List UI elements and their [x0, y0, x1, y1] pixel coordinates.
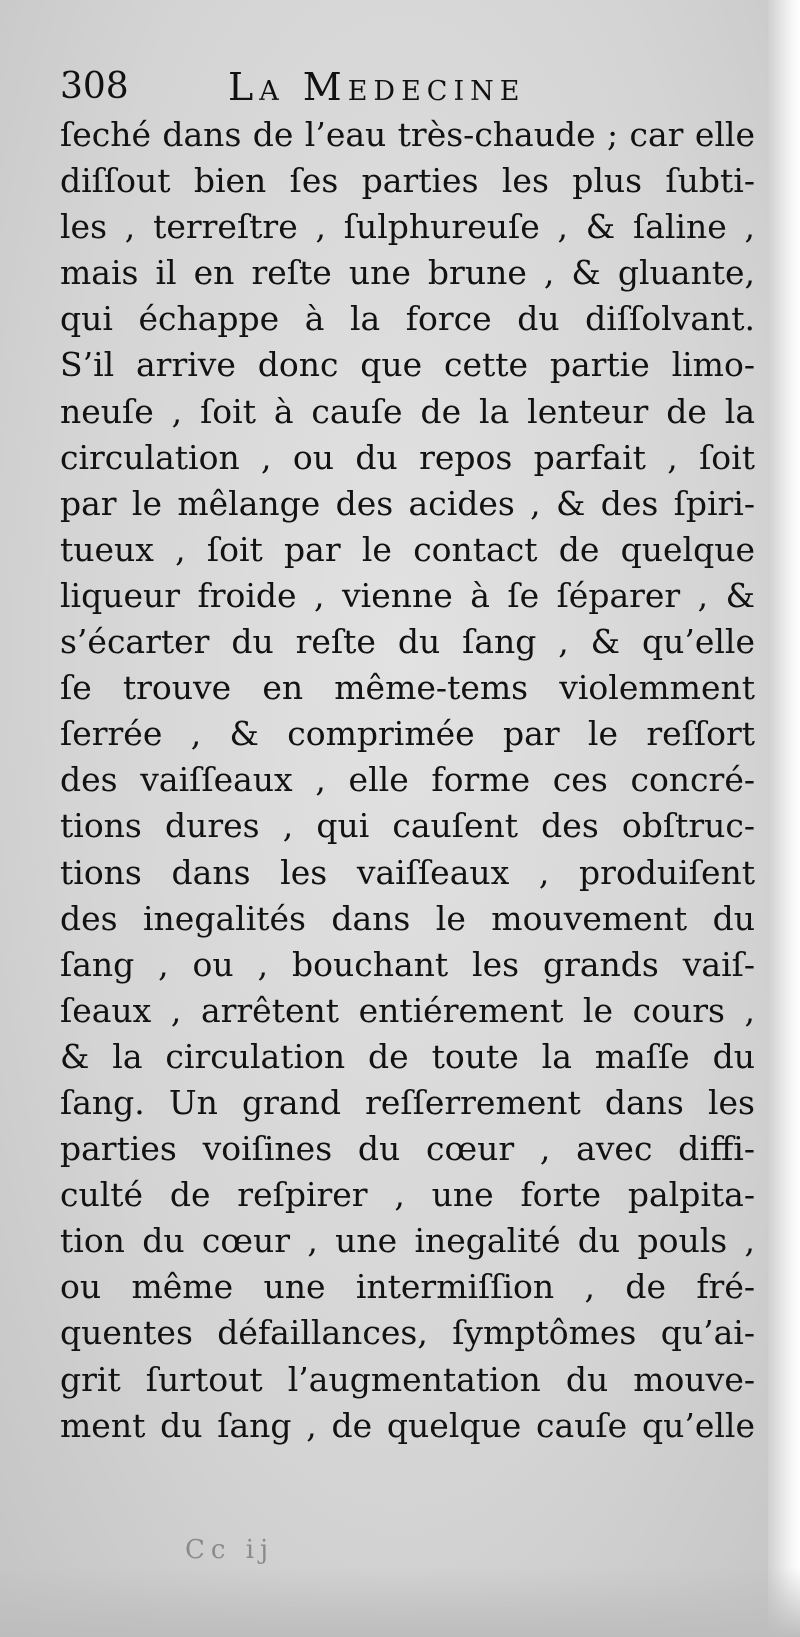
- text-line: qui échappe à la force du diſſolvant.: [60, 299, 755, 339]
- text-line: ment du ſang , de quelque cauſe qu’elle: [60, 1405, 755, 1445]
- text-line: par le mêlange des acides , & des ſpiri-: [60, 483, 755, 523]
- text-line: tueux , ſoit par le contact de quelque: [60, 529, 755, 569]
- text-line: ſerrée , & comprimée par le reſſort: [60, 714, 755, 754]
- body-text: [60, 112, 755, 1449]
- text-line: s’écarter du reſte du ſang , & qu’elle: [60, 622, 755, 662]
- signature-mark: Cc ij: [185, 1535, 275, 1565]
- text-line: ſe trouve en même-tems violemment: [60, 668, 755, 708]
- text-line: diſſout bien ſes parties les plus ſubti-: [60, 161, 755, 201]
- text-line: tion du cœur , une inegalité du pouls ,: [60, 1221, 755, 1261]
- text-line: liqueur froide , vienne à ſe ſéparer , &: [60, 575, 755, 615]
- page-number: 308: [60, 66, 129, 107]
- text-line: des vaiſſeaux , elle forme ces concré-: [60, 760, 755, 800]
- text-line: ſang , ou , bouchant les grands vaiſ-: [60, 944, 755, 984]
- text-line: ſeaux , arrêtent entiérement le cours ,: [60, 990, 755, 1030]
- text-line: des inegalités dans le mouvement du: [60, 898, 755, 938]
- page-bottom-shadow: [0, 1567, 800, 1637]
- text-line: ſeché dans de l’eau très-chaude ; car elle: [60, 115, 755, 154]
- text-line: ou même une intermiſſion , de fré-: [60, 1267, 755, 1307]
- page-header: [60, 62, 750, 112]
- text-line: culté de reſpirer , une forte palpita-: [60, 1175, 755, 1215]
- text-line: circulation , ou du repos parfait , ſoit: [60, 437, 755, 477]
- text-line: quentes défaillances, ſymptômes qu’ai-: [60, 1313, 755, 1353]
- running-title: La Medecine: [228, 65, 526, 109]
- text-line: les , terreſtre , ſulphureuſe , & ſaline ,: [60, 207, 755, 247]
- text-line: & la circulation de toute la maſſe du: [60, 1036, 755, 1076]
- text-line: neuſe , ſoit à cauſe de la lenteur de la: [60, 391, 755, 431]
- text-line: parties voiſines du cœur , avec diffi-: [60, 1129, 755, 1169]
- text-line: ſang. Un grand reſſerrement dans les: [60, 1082, 755, 1122]
- page-edge-shadow: [768, 0, 800, 1637]
- text-line: mais il en reſte une brune , & gluante,: [60, 253, 755, 293]
- text-line: tions dures , qui cauſent des obſtruc-: [60, 806, 755, 846]
- text-line: S’il arrive donc que cette partie limo-: [60, 345, 755, 385]
- text-line: tions dans les vaiſſeaux , produiſent: [60, 852, 755, 892]
- text-line: grit ſurtout l’augmentation du mouve-: [60, 1359, 755, 1399]
